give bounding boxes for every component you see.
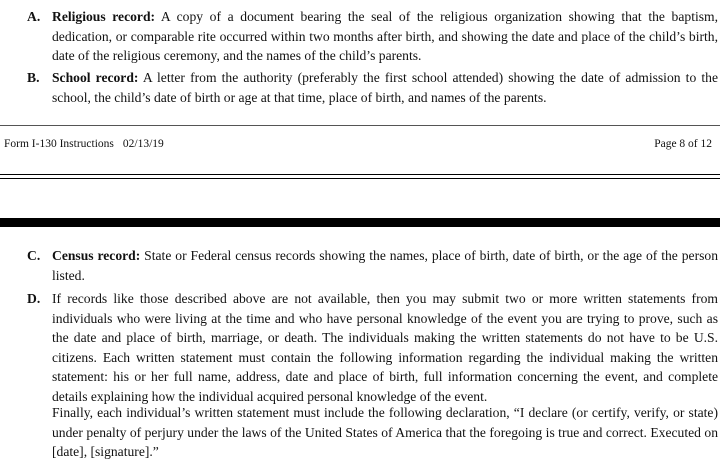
item-heading: Census record: — [52, 248, 141, 263]
closing-paragraph: Finally, each individual’s written statement must include the following declaration, “I declare (or certify, verify, or state) under penalty of perjury under the laws of the United States of America that the foregoing is true and correct. Executed on [date], [signature].” — [52, 405, 718, 459]
footer-page-number: Page 8 of 12 — [654, 138, 712, 150]
list-item-religious-record — [0, 7, 720, 66]
page-break-line-bottom — [0, 178, 720, 179]
item-letter: B. — [27, 70, 40, 85]
item-body — [52, 289, 718, 406]
item-body — [52, 7, 718, 66]
item-letter: A. — [27, 9, 41, 24]
footer-edition-date: 02/13/19 — [122, 138, 164, 150]
footer-form-name: Form I-130 Instructions — [4, 138, 114, 150]
page-break-line-top — [0, 174, 720, 175]
item-text: A letter from the authority (preferably the first school attended) showing the date of admission to the school, the child’s date of birth or age at that time, place of birth, and names of the parents. — [52, 70, 718, 105]
item-text: If records like those described above are not available, then you may submit two or more written statements from individuals who were living at the time and who have personal knowledge of the event you are trying to prove, such as the date and place of birth, marriage, or death. The individuals making the written statements do not have to be U.S. citizens. Each written statement must contain the following information regarding the individual making the written statement: his or her full name, address, date and place of birth, full information concerning the event, and complete details explaining how the individual acquired personal knowledge of the event. — [52, 291, 718, 404]
list-item-school-record — [0, 68, 720, 107]
item-letter: D. — [27, 291, 41, 306]
item-heading: School record: — [52, 70, 139, 85]
list-item-written-statements — [0, 289, 720, 406]
footer-form-info — [4, 137, 164, 151]
item-text: State or Federal census records showing the names, place of birth, date of birth, or the age of the person listed. — [52, 248, 718, 283]
item-body — [52, 68, 718, 107]
item-body — [52, 246, 718, 285]
item-heading: Religious record: — [52, 9, 156, 24]
footer-divider — [0, 125, 720, 126]
list-item-census-record — [0, 246, 720, 285]
item-text: A copy of a document bearing the seal of the religious organization showing that the baptism, dedication, or comparable rite occurred within two months after birth, and showing the date and place of the child’s birth, date of the religious ceremony, and the names of the child’s parents. — [52, 9, 719, 63]
page-header-bar — [0, 218, 720, 227]
item-letter: C. — [27, 248, 41, 263]
